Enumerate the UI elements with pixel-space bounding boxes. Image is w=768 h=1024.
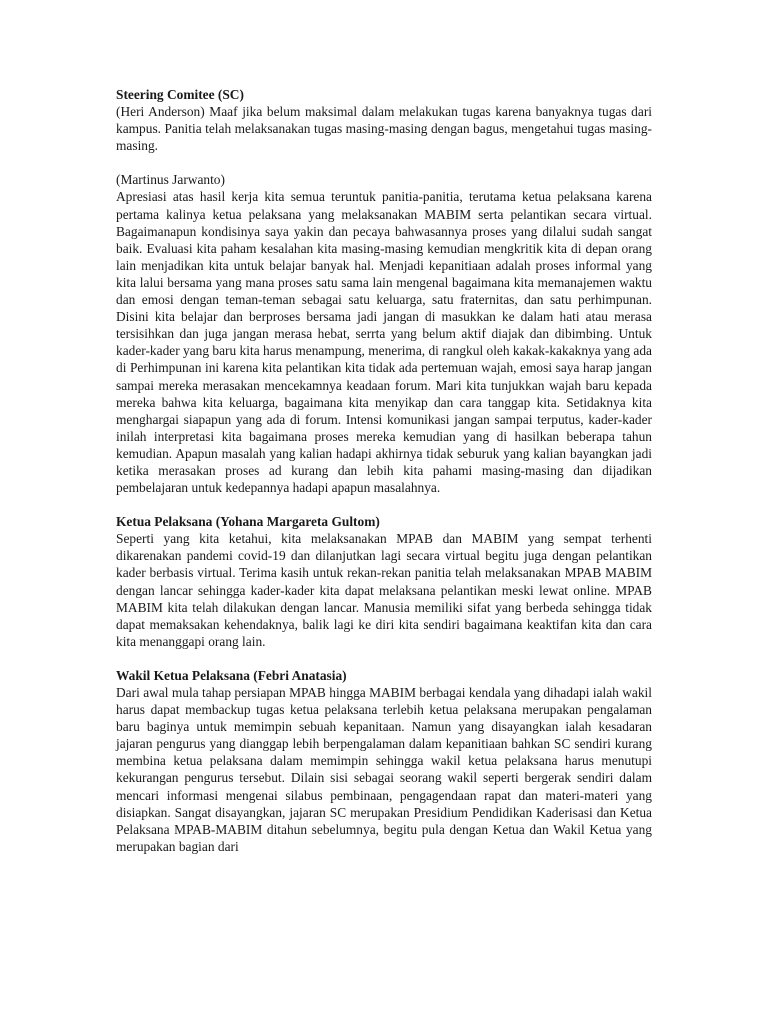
section-steering-committee: [116, 86, 652, 496]
paragraph: Dari awal mula tahap persiapan MPAB hingga MABIM berbagai kendala yang dihadapi ialah wakil harus dapat membackup tugas ketua pelaksana terlebih ketua pelaksana merupakan pengalaman baru baginya untuk memimpin sebuah kepanitaan. Namun yang disayangkan ialah kesadaran jajaran pengurus yang dianggap lebih berpengalaman dalam kepanitiaan bahkan SC sendiri kurang membina ketua pelaksana dalam memimpin sehingga wakil ketua pelaksana harus menutupi kekurangan pengurus tersebut. Dilain sisi sebagai seorang wakil seperti bergerak sendiri dalam mencari informasi mengenai silabus pembinaan, pengagendaan rapat dan materi-materi yang disiapkan. Sangat disayangkan, jajaran SC merupakan Presidium Pendidikan Kaderisasi dan Ketua Pelaksana MPAB-MABIM ditahun sebelumnya, begitu pula dengan Ketua dan Wakil Ketua yang merupakan bagian dari: [116, 685, 652, 854]
section-title: Wakil Ketua Pelaksana (Febri Anatasia): [116, 667, 347, 683]
paragraph-spacer: [116, 154, 652, 171]
paragraph: (Heri Anderson) Maaf jika belum maksimal dalam melakukan tugas karena banyaknya tugas dari kampus. Panitia telah melaksanakan tugas masing-masing dengan bagus, mengetahui tugas masing-masing.: [116, 104, 652, 154]
section-wakil-ketua-pelaksana: [116, 667, 652, 855]
paragraph: (Martinus Jarwanto): [116, 172, 225, 188]
section-title: Ketua Pelaksana (Yohana Margareta Gultom): [116, 514, 380, 530]
section-spacer: [116, 650, 652, 667]
paragraph: Seperti yang kita ketahui, kita melaksanakan MPAB dan MABIM yang sempat terhenti dikarenakan pandemi covid-19 dan dilanjutkan lagi secara virtual begitu juga dengan pelantikan kader berbasis virtual. Terima kasih untuk rekan-rekan panitia telah melaksanakan MPAB MABIM dengan lancar sehingga kader-kader kita dapat melaksana pelantikan meski lewat online. MPAB MABIM kita telah dilakukan dengan lancar. Manusia memiliki sifat yang berbeda sehingga tidak dapat memaksakan kehendaknya, balik lagi ke diri kita sendiri bagaimana keaktifan kita dan cara kita menanggapi orang lain.: [116, 531, 652, 649]
document-page: [116, 86, 652, 855]
section-title: Steering Comitee (SC): [116, 87, 244, 102]
paragraph: Apresiasi atas hasil kerja kita semua teruntuk panitia-panitia, terutama ketua pelaksana karena pertama kalinya ketua pelaksana yang melaksanakan MABIM serta pelantikan secara virtual. Bagaimanapun kondisinya saya yakin dan pecaya bahwasannya proses yang dilalui sudah sangat baik. Evaluasi kita paham kesalahan kita masing-masing kemudian mengkritik kita di depan orang lain menjadikan kita untuk belajar banyak hal. Menjadi kepanitiaan adalah proses informal yang kita lalui bersama yang mana proses satu sama lain mengenal bagaimana kita memanajemen waktu dan emosi dengan teman-teman sebagai satu keluarga, satu fraternitas, dan satu perhimpunan. Disini kita belajar dan berproses bersama jadi jangan di masukkan ke dalam hati atau merasa tersisihkan dan juga jangan merasa hebat, serrta yang belum aktif diajak dan dibimbing. Untuk kader-kader yang baru kita harus menampung, menerima, di rangkul oleh kakak-kakaknya yang ada di Perhimpunan ini karena kita pelantikan kita tidak ada pertemuan wajah, emosi saya harap jangan sampai mereka merasakan mencekamnya keadaan forum. Mari kita tunjukkan wajah baru kepada mereka bahwa kita keluarga, bagaimana kita menyikap dan cara tanggap kita. Setidaknya kita menghargai siapapun yang ada di forum. Intensi komunikasi jangan sampai terputus, kader-kader inilah interpretasi kita bagaimana proses mereka kemudian yang di hasilkan beberapa tahun kemudian. Apapun masalah yang kalian hadapi akhirnya tidak seburuk yang kalian bayangkan jadi ketika merasakan proses ad kurang dan lebih kita pahami masing-masing dan dijadikan pembelajaran untuk kedepannya hadapi apapun masalahnya.: [116, 189, 652, 496]
section-spacer: [116, 496, 652, 513]
section-ketua-pelaksana: [116, 513, 652, 650]
